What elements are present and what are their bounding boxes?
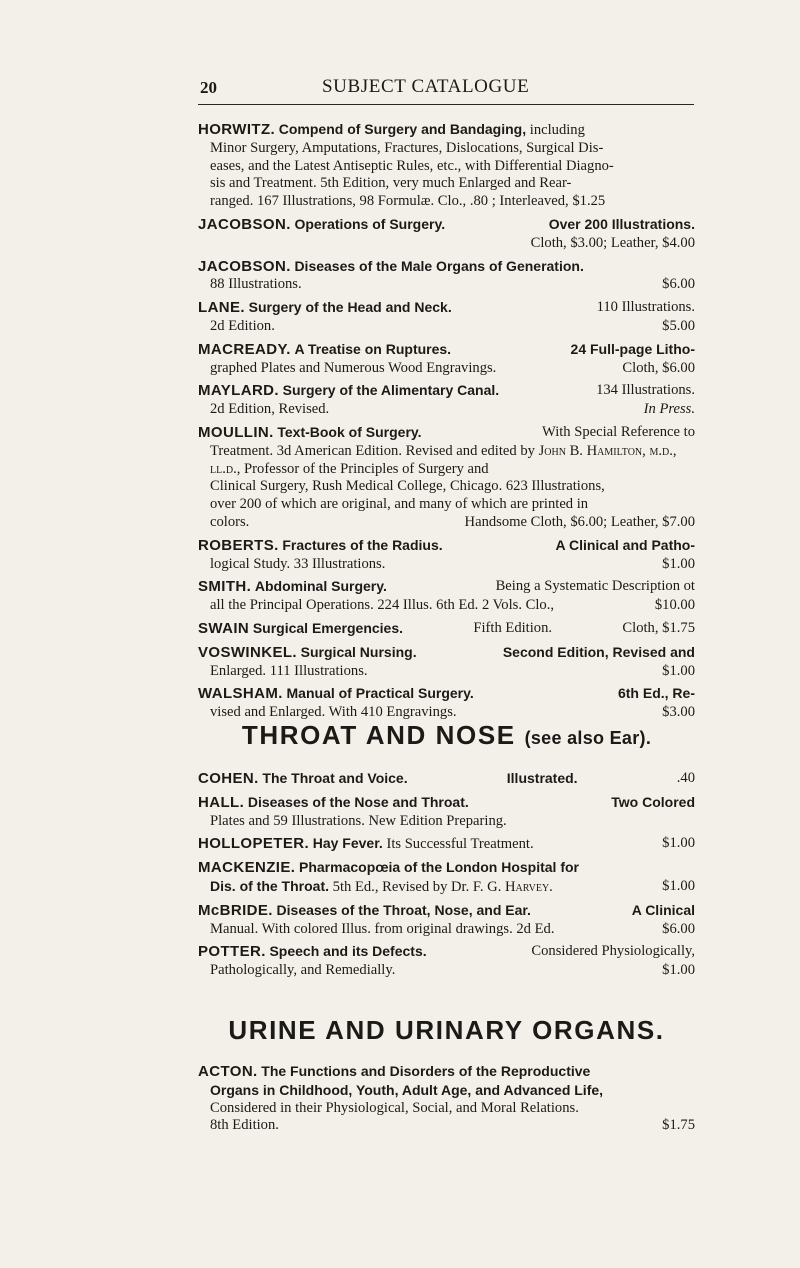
entry-author: MACKENZIE. — [198, 859, 296, 877]
entry-author: SMITH. — [198, 578, 252, 596]
entry-title: Speech and its Defects. — [269, 943, 427, 960]
section-heading-throat — [198, 720, 695, 751]
entry-text: colors. — [210, 513, 250, 530]
entry-text: Being a Systematic Description ot — [495, 578, 695, 595]
entry-text: ranged. 167 Illustrations, 98 Formulæ. Clo., .80 ; Interleaved, $1.25 — [210, 193, 606, 210]
entry-title: Diseases of the Nose and Throat. — [247, 793, 469, 810]
entry-title: Organs in Childhood, Youth, Adult Age, and Advanced Life, — [210, 1081, 604, 1098]
entry-text: Dis. of the Throat. — [210, 877, 329, 894]
entry-text: Considered Physiologically, — [531, 943, 695, 960]
entry-price: $1.00 — [662, 662, 695, 679]
entry-author: JACOBSON. — [198, 215, 291, 233]
entry-author: ROBERTS. — [198, 536, 279, 554]
entry-author: COHEN. — [198, 770, 259, 787]
entry-text: Enlarged. 111 Illustrations. — [210, 662, 368, 679]
entry-title: Fractures of the Radius. — [282, 536, 443, 553]
entry-title: The Functions and Disorders of the Reproductive — [261, 1063, 591, 1079]
header-rule — [198, 104, 694, 105]
entry-price: $10.00 — [654, 597, 695, 614]
entry-author: HOLLOPETER. — [198, 835, 310, 853]
entry-text: over 200 of which are original, and many of which are printed in — [210, 496, 589, 513]
entry-text: 8th Edition. — [210, 1117, 279, 1134]
entry-author: HORWITZ. — [198, 121, 276, 138]
section-title: THROAT AND NOSE — [241, 720, 516, 750]
entry-text: Two Colored — [611, 793, 695, 810]
running-title: SUBJECT CATALOGUE — [322, 76, 530, 97]
entry-acton — [198, 1063, 695, 1135]
entry-author: MACREADY. — [198, 340, 291, 358]
entry-macready — [198, 341, 695, 378]
entry-walsham — [198, 685, 695, 722]
entry-title: Manual of Practical Surgery. — [286, 685, 474, 702]
entry-title: Surgery of the Alimentary Canal. — [282, 382, 500, 399]
entry-hollopeter — [198, 835, 695, 854]
entry-author: LANE. — [198, 299, 245, 317]
entry-price: $3.00 — [662, 704, 695, 721]
section-heading-urine — [198, 1015, 695, 1046]
entry-text: A Clinical — [631, 901, 695, 918]
entry-potter — [198, 943, 695, 980]
entry-maylard — [198, 382, 695, 419]
entry-price: $1.00 — [662, 877, 695, 894]
entry-author: VOSWINKEL. — [198, 643, 298, 661]
page-header — [200, 74, 700, 104]
entry-text: Considered in their Physiological, Social, and Moral Relations. — [210, 1099, 579, 1116]
entry-author: McBRIDE. — [198, 901, 273, 919]
entry-text: Illustrated. — [506, 770, 578, 786]
entry-editor: John B. Hamilton, m.d., ll.d., — [210, 442, 677, 477]
page-number: 20 — [200, 78, 217, 97]
entry-price: $1.00 — [662, 835, 695, 852]
surgery-list — [198, 121, 695, 722]
entry-roberts — [198, 537, 695, 574]
entry-title: Diseases of the Male Organs of Generation. — [294, 257, 584, 274]
entry-author: POTTER. — [198, 943, 266, 961]
entry-title: Operations of Surgery. — [294, 215, 446, 232]
entry-text: 88 Illustrations. — [210, 276, 302, 293]
entry-text: Professor of the Principles of Surgery and — [244, 460, 489, 477]
urine-list — [198, 1063, 695, 1135]
entry-price: Cloth, $6.00 — [622, 359, 695, 376]
entry-jacobson-male — [198, 258, 695, 295]
entry-text: Its Successful Treatment. — [386, 836, 534, 853]
entry-author: SWAIN — [198, 619, 250, 637]
entry-title: Abdominal Surgery. — [254, 578, 387, 595]
entry-text: Minor Surgery, Amputations, Fractures, Dislocations, Surgical Dis- — [210, 139, 604, 156]
entry-title: Compend of Surgery and Bandaging, — [278, 121, 527, 137]
entry-swain — [198, 620, 695, 639]
entry-price: $1.75 — [662, 1117, 695, 1134]
entry-text: 110 Illustrations. — [596, 299, 695, 316]
entry-text: Manual. With colored Illus. from original drawings. 2d Ed. — [210, 920, 555, 937]
entry-title: Diseases of the Throat, Nose, and Ear. — [276, 901, 531, 918]
entry-title: Surgical Nursing. — [300, 643, 417, 660]
entry-mackenzie — [198, 859, 695, 897]
entry-text: 6th Ed., Re- — [617, 685, 695, 702]
entry-text: Plates and 59 Illustrations. New Edition Preparing. — [210, 812, 507, 829]
entry-text: Fifth Edition. — [473, 619, 553, 636]
entry-author: ACTON. — [198, 1063, 258, 1080]
entry-price: Handsome Cloth, $6.00; Leather, $7.00 — [464, 513, 695, 530]
entry-smith — [198, 578, 695, 615]
throat-list — [198, 770, 695, 980]
entry-text: sis and Treatment. 5th Edition, very much Enlarged and Rear- — [210, 175, 572, 192]
entry-price: In Press. — [643, 401, 695, 418]
entry-text: vised and Enlarged. With 410 Engravings. — [210, 704, 457, 721]
section-title: URINE AND URINARY ORGANS. — [228, 1015, 665, 1045]
entry-price: Cloth, $3.00; Leather, $4.00 — [530, 234, 695, 251]
entry-text: Pathologically, and Remedially. — [210, 962, 396, 979]
entry-price: $5.00 — [662, 317, 695, 334]
entry-price: Cloth, $1.75 — [622, 619, 695, 636]
entry-title: Hay Fever. — [312, 835, 383, 852]
entry-title: Surgery of the Head and Neck. — [248, 299, 452, 316]
entry-text: Over 200 Illustrations. — [548, 215, 695, 232]
entry-author: MAYLARD. — [198, 382, 279, 400]
entry-price: $6.00 — [662, 276, 695, 293]
entry-title: Text-Book of Surgery. — [277, 423, 422, 440]
entry-text: logical Study. 33 Illustrations. — [210, 555, 386, 572]
entry-title: Pharmacopœia of the London Hospital for — [299, 859, 579, 876]
entry-text: 24 Full-page Litho- — [570, 340, 695, 357]
entry-cohen — [198, 770, 695, 789]
entry-text: Second Edition, Revised and — [502, 643, 695, 660]
entry-voswinkel — [198, 644, 695, 681]
entry-price: $6.00 — [662, 920, 695, 937]
entry-editor: Harvey. — [505, 878, 553, 895]
entry-price: .40 — [676, 770, 695, 786]
entry-price: $1.00 — [662, 962, 695, 979]
entry-horwitz — [198, 121, 695, 211]
entry-hall — [198, 794, 695, 831]
entry-author: HALL. — [198, 793, 245, 811]
entry-author: MOULLIN. — [198, 423, 274, 441]
entry-text: Clinical Surgery, Rush Medical College, Chicago. 623 Illustrations, — [210, 478, 605, 495]
entry-text: all the Principal Operations. 224 Illus. 6th Ed. 2 Vols. Clo., — [210, 597, 555, 614]
entry-text: including — [529, 122, 585, 138]
entry-price: $1.00 — [662, 555, 695, 572]
entry-title: The Throat and Voice. — [262, 770, 408, 786]
entry-lane — [198, 299, 695, 336]
entry-text: With Special Reference to — [542, 423, 695, 440]
entry-text: Treatment. 3d American Edition. Revised and edited by — [210, 442, 535, 459]
entry-author: JACOBSON. — [198, 257, 291, 275]
entry-title: A Treatise on Ruptures. — [294, 340, 452, 357]
entry-text: 2d Edition. — [210, 317, 275, 334]
entry-text: A Clinical and Patho- — [555, 536, 695, 553]
entry-text: 2d Edition, Revised. — [210, 401, 330, 418]
entry-author: WALSHAM. — [198, 685, 283, 703]
entry-moullin — [198, 424, 695, 532]
entry-text: graphed Plates and Numerous Wood Engravings. — [210, 359, 497, 376]
entry-text: 5th Ed., Revised by Dr. F. G. — [332, 878, 502, 895]
entry-mcbride — [198, 902, 695, 939]
entry-title: Surgical Emergencies. — [252, 619, 404, 636]
entry-jacobson-operations — [198, 216, 695, 253]
entry-text: eases, and the Latest Antiseptic Rules, etc., with Differential Diagno- — [210, 157, 614, 174]
section-note: (see also Ear). — [524, 728, 652, 748]
entry-text: 134 Illustrations. — [596, 382, 695, 399]
